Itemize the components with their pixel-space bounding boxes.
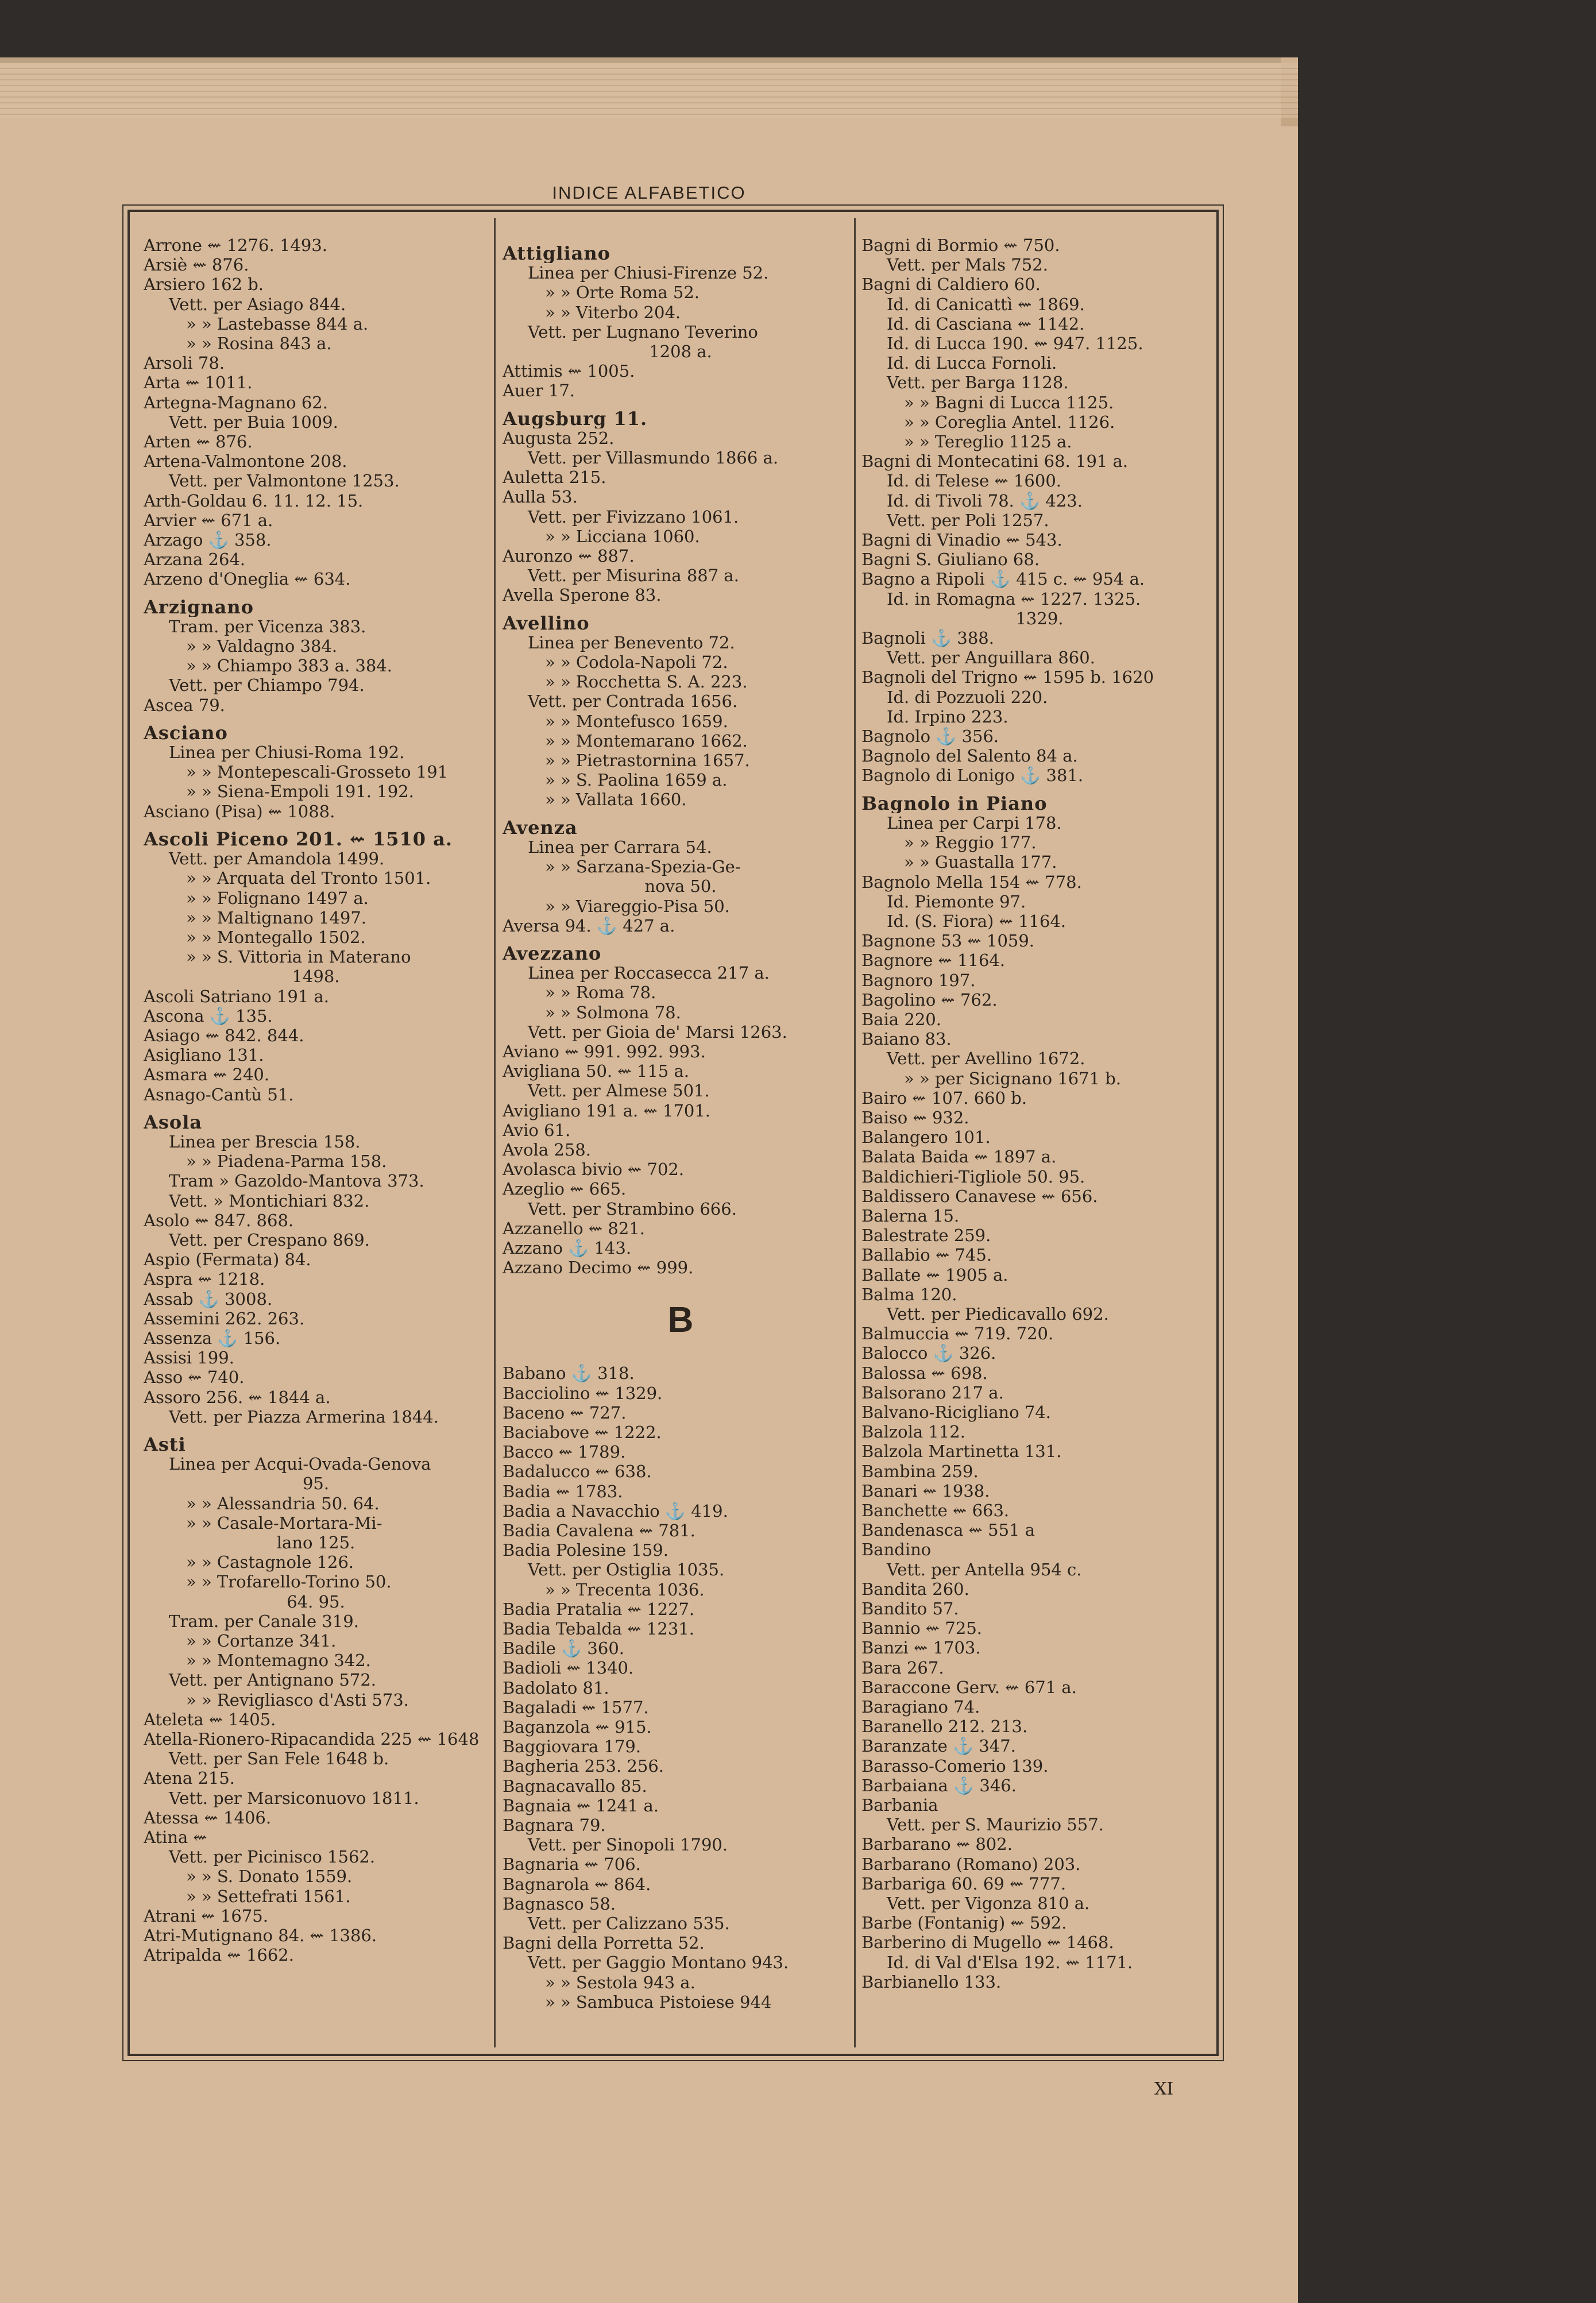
index-entry: Vett. per Sinopoli 1790.: [528, 1835, 728, 1855]
index-entry: » » Tereglio 1125 a.: [904, 432, 1072, 452]
index-entry: 1498.: [292, 967, 340, 987]
index-entry: Vett. per Asiago 844.: [169, 294, 346, 314]
index-entry: Barberino di Mugello ⇜ 1468.: [861, 1933, 1114, 1953]
index-entry: » » Maltignano 1497.: [186, 907, 367, 928]
index-entry: Id. Piemonte 97.: [887, 891, 1026, 911]
index-entry: Ballabio ⇜ 745.: [861, 1245, 992, 1265]
index-entry: Bagnasco 58.: [503, 1894, 616, 1914]
index-entry: Linea per Acqui-Ovada-Genova: [169, 1454, 431, 1474]
index-entry: Vett. per Picinisco 1562.: [169, 1847, 376, 1867]
index-entry: Auronzo ⇜ 887.: [503, 546, 635, 566]
index-entry: Vett. per Misurina 887 a.: [528, 566, 739, 586]
index-entry: 64. 95.: [287, 1591, 345, 1612]
index-entry: 95.: [302, 1474, 330, 1494]
index-entry: Arrone ⇜ 1276. 1493.: [144, 235, 327, 255]
index-entry: » » Sestola 943 a.: [545, 1972, 695, 1992]
index-entry: » » Casale-Mortara-Mi-: [186, 1513, 382, 1533]
index-entry: Azzano ⚓ 143.: [503, 1238, 632, 1258]
index-entry: Id. di Telese ⇜ 1600.: [887, 471, 1062, 491]
index-entry: Asmara ⇜ 240.: [144, 1065, 270, 1085]
index-column-3: [861, 235, 1218, 2047]
index-entry: Asso ⇜ 740.: [144, 1367, 245, 1388]
index-entry: » » Guastalla 177.: [904, 852, 1057, 872]
index-entry: Vett. per Lugnano Teverino: [528, 322, 758, 342]
index-entry: Balmuccia ⇜ 719. 720.: [861, 1324, 1054, 1344]
index-entry: Bandino: [861, 1540, 932, 1560]
index-entry: Vett. per Amandola 1499.: [169, 849, 385, 869]
index-entry: » » Montemarano 1662.: [545, 731, 748, 751]
index-entry: Vett. per Avellino 1672.: [887, 1049, 1085, 1069]
index-entry: Auer 17.: [503, 381, 575, 401]
index-entry: Linea per Chiusi-Firenze 52.: [528, 263, 769, 283]
index-entry: Barbianello 133.: [861, 1972, 1002, 1992]
index-entry: Vett. per Marsiconuovo 1811.: [169, 1788, 419, 1808]
index-entry: » » Codola-Napoli 72.: [545, 652, 728, 673]
index-entry: Bagnolo ⚓ 356.: [861, 727, 999, 747]
index-entry: Bambina 259.: [861, 1461, 979, 1481]
index-entry: Arvier ⇜ 671 a.: [144, 510, 273, 530]
index-entry: Baldichieri-Tigliole 50. 95.: [861, 1166, 1085, 1187]
index-entry: Bacco ⇜ 1789.: [503, 1442, 626, 1462]
index-entry: » » Piadena-Parma 158.: [186, 1152, 387, 1172]
index-entry: » » Solmona 78.: [545, 1002, 681, 1022]
index-entry: » » Vallata 1660.: [545, 790, 687, 810]
index-entry: » » Rosina 843 a.: [186, 334, 332, 354]
index-entry: Bagni di Montecatini 68. 191 a.: [861, 451, 1129, 472]
index-entry: 1329.: [1015, 608, 1064, 628]
index-entry: Bandita 260.: [861, 1579, 969, 1599]
page-title: INDICE ALFABETICO: [552, 183, 746, 203]
index-entry: » » Roma 78.: [545, 983, 656, 1003]
index-column-1: [144, 235, 488, 2047]
index-entry: Vett. per Crespano 869.: [169, 1230, 370, 1250]
index-entry: Baiso ⇜ 932.: [861, 1107, 969, 1127]
index-entry: » » per Sicignano 1671 b.: [904, 1068, 1122, 1088]
index-entry: Asigliano 131.: [144, 1045, 264, 1065]
index-entry: Id. di Lucca Fornoli.: [887, 353, 1057, 373]
index-entry: Ascoli Satriano 191 a.: [144, 986, 329, 1006]
index-entry: Baia 220.: [861, 1009, 941, 1029]
index-entry: » » Valdagno 384.: [186, 636, 338, 656]
index-entry: » » Montefusco 1659.: [545, 711, 728, 731]
index-entry: » » Arquata del Tronto 1501.: [186, 868, 431, 888]
index-entry: Arzeno d'Oneglia ⇜ 634.: [144, 569, 351, 589]
index-entry: » » S. Vittoria in Materano: [186, 947, 411, 967]
index-entry: Bagnaria ⇜ 706.: [503, 1854, 641, 1875]
index-entry: Assoro 256. ⇜ 1844 a.: [144, 1387, 331, 1407]
index-entry: Avio 61.: [503, 1120, 571, 1140]
index-entry: Atrani ⇜ 1675.: [144, 1906, 268, 1926]
index-entry: Vett. per San Fele 1648 b.: [169, 1749, 389, 1769]
index-entry: Azzano Decimo ⇜ 999.: [503, 1258, 694, 1278]
index-entry: Asolo ⇜ 847. 868.: [144, 1210, 294, 1230]
index-entry: Vett. per Piedicavallo 692.: [887, 1304, 1109, 1324]
index-entry: Asnago-Cantù 51.: [144, 1084, 294, 1104]
index-entry: Baldissero Canavese ⇜ 656.: [861, 1186, 1098, 1206]
index-entry: Bagnolo di Lonigo ⚓ 381.: [861, 766, 1084, 786]
index-entry: » » Montepescali-Grosseto 191: [186, 762, 449, 782]
index-entry: Bagnoli del Trigno ⇜ 1595 b. 1620: [861, 667, 1154, 687]
index-entry: Vett. per Almese 501.: [528, 1081, 710, 1101]
index-entry: Atina ⇜: [144, 1827, 207, 1848]
index-entry: Bagnolo Mella 154 ⇜ 778.: [861, 872, 1082, 892]
index-entry: Avigliana 50. ⇜ 115 a.: [503, 1061, 689, 1081]
index-entry: » » Revigliasco d'Asti 573.: [186, 1690, 409, 1710]
index-entry: Atessa ⇜ 1406.: [144, 1807, 272, 1827]
index-entry: Id. di Pozzuoli 220.: [887, 687, 1048, 707]
index-entry: Bagnoli ⚓ 388.: [861, 628, 994, 648]
column-divider: [494, 218, 496, 2047]
index-entry: Augusta 252.: [503, 428, 615, 448]
index-entry: Bagnolo del Salento 84 a.: [861, 746, 1078, 766]
index-entry: Bagnara 79.: [503, 1815, 606, 1836]
index-entry: » » Rocchetta S. A. 223.: [545, 672, 748, 692]
index-entry: Vett. per Valmontone 1253.: [169, 471, 400, 491]
index-entry: Badia Pratalia ⇜ 1227.: [503, 1599, 695, 1619]
index-entry: Linea per Brescia 158.: [169, 1131, 361, 1152]
index-entry: Vett. per Buia 1009.: [169, 412, 338, 432]
index-entry: Asciano: [144, 722, 228, 743]
page-number: XI: [1154, 2079, 1174, 2099]
index-entry: Atena 215.: [144, 1768, 235, 1788]
index-entry: Linea per Benevento 72.: [528, 632, 735, 652]
index-entry: Bagnone 53 ⇜ 1059.: [861, 931, 1035, 951]
index-entry: Baggiovara 179.: [503, 1737, 642, 1757]
index-entry: Id. (S. Fiora) ⇜ 1164.: [887, 911, 1066, 931]
index-entry: Ascoli Piceno 201. ⇜ 1510 a.: [144, 829, 453, 849]
index-entry: Arzignano: [144, 597, 254, 617]
index-entry: Barbania: [861, 1795, 938, 1815]
index-entry: Vett. per Vigonza 810 a.: [887, 1894, 1090, 1914]
index-entry: » » Viareggio-Pisa 50.: [545, 896, 730, 916]
index-entry: Arth-Goldau 6. 11. 12. 15.: [144, 490, 364, 511]
index-entry: Vett. per Gioia de' Marsi 1263.: [528, 1022, 787, 1042]
index-entry: Badolato 81.: [503, 1678, 609, 1698]
index-entry: Arzana 264.: [144, 550, 246, 570]
index-entry: Avigliano 191 a. ⇜ 1701.: [503, 1100, 711, 1120]
index-entry: Bara 267.: [861, 1657, 944, 1678]
index-entry: Vett. per Barga 1128.: [887, 373, 1069, 393]
index-entry: Vett. per Strambino 666.: [528, 1199, 737, 1219]
index-entry: Badioli ⇜ 1340.: [503, 1658, 634, 1678]
index-entry: Aspio (Fermata) 84.: [144, 1250, 311, 1270]
index-entry: » » Lastebasse 844 a.: [186, 314, 369, 334]
index-entry: » » Coreglia Antel. 1126.: [904, 412, 1115, 432]
index-entry: » » Cortanze 341.: [186, 1631, 337, 1651]
index-entry: Tram. per Vicenza 383.: [169, 616, 366, 636]
index-entry: Bagnoro 197.: [861, 970, 976, 990]
index-entry: Barasso-Comerio 139.: [861, 1756, 1049, 1776]
index-entry: » » Viterbo 204.: [545, 302, 681, 322]
index-entry: Assemini 262. 263.: [144, 1308, 305, 1328]
index-entry: Balerna 15.: [861, 1205, 960, 1226]
index-entry: Artena-Valmontone 208.: [144, 451, 347, 472]
index-entry: » » Alessandria 50. 64.: [186, 1493, 380, 1513]
index-entry: Balsorano 217 a.: [861, 1382, 1004, 1402]
index-entry: Vett. per Piazza Armerina 1844.: [169, 1406, 439, 1427]
index-entry: Bagno a Ripoli ⚓ 415 c. ⇜ 954 a.: [861, 569, 1145, 589]
index-entry: Baragiano 74.: [861, 1697, 980, 1717]
index-entry: Bagheria 253. 256.: [503, 1756, 664, 1776]
index-entry: Asti: [144, 1434, 186, 1455]
index-entry: Barbaiana ⚓ 346.: [861, 1775, 1017, 1795]
index-entry: Id. in Romagna ⇜ 1227. 1325.: [887, 589, 1141, 609]
index-entry: Bagnaia ⇜ 1241 a.: [503, 1795, 659, 1815]
index-entry: » » Siena-Empoli 191. 192.: [186, 782, 414, 802]
index-entry: Vett. » Montichiari 832.: [169, 1191, 370, 1211]
index-entry: Linea per Roccasecca 217 a.: [528, 963, 770, 983]
index-entry: Balangero 101.: [861, 1127, 991, 1147]
index-entry: Badile ⚓ 360.: [503, 1639, 624, 1659]
index-entry: » » Castagnole 126.: [186, 1552, 354, 1572]
index-entry: » » Trofarello-Torino 50.: [186, 1572, 392, 1592]
index-entry: Avellino: [503, 613, 590, 633]
index-entry: Augsburg 11.: [503, 408, 648, 428]
index-entry: Vett. per Contrada 1656.: [528, 691, 738, 712]
index-entry: Vett. per Fivizzano 1061.: [528, 507, 739, 527]
index-entry: Banari ⇜ 1938.: [861, 1481, 990, 1501]
index-entry: Vett. per Ostiglia 1035.: [528, 1560, 725, 1580]
index-entry: » » Licciana 1060.: [545, 526, 700, 546]
index-entry: Avenza: [503, 817, 578, 837]
index-entry: Barbe (Fontanig) ⇜ 592.: [861, 1913, 1067, 1933]
index-entry: Auletta 215.: [503, 467, 606, 488]
index-entry: Banzi ⇜ 1703.: [861, 1638, 981, 1658]
index-entry: Badalucco ⇜ 638.: [503, 1462, 652, 1482]
index-entry: Badia Cavalena ⇜ 781.: [503, 1520, 695, 1540]
index-entry: Ascea 79.: [144, 695, 225, 715]
index-entry: Balma 120.: [861, 1284, 957, 1304]
index-entry: Bagni S. Giuliano 68.: [861, 550, 1040, 570]
index-entry: Balzola 112.: [861, 1422, 965, 1442]
section-letter: B: [667, 1300, 694, 1340]
index-entry: Attigliano: [503, 244, 611, 264]
index-entry: Assenza ⚓ 156.: [144, 1328, 281, 1348]
index-entry: Assab ⚓ 3008.: [144, 1289, 273, 1309]
index-entry: Atripalda ⇜ 1662.: [144, 1945, 294, 1965]
index-entry: Badia Tebalda ⇜ 1231.: [503, 1619, 694, 1639]
index-entry: Balzola Martinetta 131.: [861, 1442, 1062, 1462]
index-entry: Baciabove ⇜ 1222.: [503, 1422, 662, 1442]
index-entry: Atella-Rionero-Ripacandida 225 ⇜ 1648: [144, 1729, 480, 1749]
index-entry: Baraccone Gerv. ⇜ 671 a.: [861, 1677, 1077, 1697]
index-entry: Avella Sperone 83.: [503, 585, 662, 605]
index-column-2: [503, 235, 859, 2047]
index-entry: Bandenasca ⇜ 551 a: [861, 1520, 1035, 1540]
index-entry: » » Reggio 177.: [904, 833, 1037, 853]
index-entry: Avolasca bivio ⇜ 702.: [503, 1160, 685, 1180]
index-entry: Bagni di Vinadio ⇜ 543.: [861, 530, 1062, 550]
index-entry: Bagni di Caldiero 60.: [861, 275, 1041, 295]
index-entry: Vett. per Antignano 572.: [169, 1670, 376, 1690]
index-entry: Baiano 83.: [861, 1029, 952, 1049]
index-entry: Asciano (Pisa) ⇜ 1088.: [144, 801, 335, 821]
index-entry: Arsoli 78.: [144, 353, 225, 373]
index-entry: Bagaladi ⇜ 1577.: [503, 1697, 649, 1717]
index-entry: Artegna-Magnano 62.: [144, 392, 328, 412]
index-entry: Arsiero 162 b.: [144, 275, 264, 295]
index-entry: Bandito 57.: [861, 1599, 959, 1619]
index-entry: » » Settefrati 1561.: [186, 1886, 351, 1906]
index-entry: Badia Polesine 159.: [503, 1540, 668, 1560]
index-entry: Azzanello ⇜ 821.: [503, 1218, 645, 1238]
index-entry: Bagni di Bormio ⇜ 750.: [861, 235, 1060, 255]
index-entry: » » Folignano 1497 a.: [186, 888, 369, 908]
index-entry: Arta ⇜ 1011.: [144, 373, 253, 393]
index-entry: Arzago ⚓ 358.: [144, 530, 272, 550]
index-entry: Aulla 53.: [503, 487, 578, 507]
index-entry: Vett. per Villasmundo 1866 a.: [528, 448, 779, 468]
index-entry: » » Bagni di Lucca 1125.: [904, 392, 1114, 412]
index-entry: » » Montegallo 1502.: [186, 927, 366, 947]
index-entry: Bannio ⇜ 725.: [861, 1618, 982, 1639]
index-entry: Barbariga 60. 69 ⇜ 777.: [861, 1873, 1066, 1894]
index-entry: » » Trecenta 1036.: [545, 1579, 705, 1599]
index-entry: » » Orte Roma 52.: [545, 283, 700, 303]
index-entry: Baranello 212. 213.: [861, 1717, 1028, 1737]
index-entry: Vett. per Calizzano 535.: [528, 1914, 730, 1934]
index-entry: Vett. per Mals 752.: [887, 255, 1048, 275]
index-entry: Tram. per Canale 319.: [169, 1611, 359, 1631]
index-entry: Vett. per Poli 1257.: [887, 510, 1049, 530]
index-entry: Bagnolo in Piano: [861, 793, 1048, 813]
index-entry: Bagnore ⇜ 1164.: [861, 950, 1006, 971]
index-entry: Aversa 94. ⚓ 427 a.: [503, 915, 675, 936]
index-entry: Barbarano (Romano) 203.: [861, 1854, 1081, 1874]
index-entry: Id. di Lucca 190. ⇜ 947. 1125.: [887, 334, 1143, 354]
index-entry: Baranzate ⚓ 347.: [861, 1736, 1016, 1756]
index-entry: Arsiè ⇜ 876.: [144, 255, 249, 275]
index-entry: Balata Baida ⇜ 1897 a.: [861, 1147, 1057, 1167]
index-entry: Vett. per Anguillara 860.: [887, 648, 1095, 668]
index-entry: Babano ⚓ 318.: [503, 1363, 635, 1384]
index-entry: Bairo ⇜ 107. 660 b.: [861, 1088, 1027, 1108]
index-entry: Balestrate 259.: [861, 1226, 991, 1246]
index-entry: Arten ⇜ 876.: [144, 432, 253, 452]
index-entry: Id. di Val d'Elsa 192. ⇜ 1171.: [887, 1952, 1133, 1972]
index-entry: » » S. Donato 1559.: [186, 1867, 353, 1887]
index-entry: Linea per Carrara 54.: [528, 837, 712, 857]
index-entry: Balocco ⚓ 326.: [861, 1343, 996, 1363]
index-entry: Id. di Canicattì ⇜ 1869.: [887, 294, 1085, 314]
index-entry: Bacciolino ⇜ 1329.: [503, 1383, 663, 1403]
index-entry: Bagnacavallo 85.: [503, 1776, 647, 1796]
index-entry: » » Montemagno 342.: [186, 1651, 371, 1671]
index-entry: Assisi 199.: [144, 1348, 234, 1368]
index-entry: Azeglio ⇜ 665.: [503, 1179, 627, 1199]
index-entry: Linea per Carpi 178.: [887, 813, 1062, 833]
index-entry: Baganzola ⇜ 915.: [503, 1717, 652, 1737]
index-entry: Avola 258.: [503, 1139, 591, 1160]
index-entry: » » Sarzana-Spezia-Ge-: [545, 857, 741, 877]
index-entry: Barbarano ⇜ 802.: [861, 1834, 1013, 1854]
index-entry: » » S. Paolina 1659 a.: [545, 770, 728, 790]
index-entry: Vett. per Gaggio Montano 943.: [528, 1953, 789, 1973]
index-entry: Avezzano: [503, 943, 602, 964]
index-entry: Asola: [144, 1112, 203, 1132]
index-entry: Bagolino ⇜ 762.: [861, 990, 998, 1010]
index-entry: » » Chiampo 383 a. 384.: [186, 656, 392, 676]
index-entry: » » Sambuca Pistoiese 944: [545, 1992, 772, 2012]
index-entry: Vett. per Chiampo 794.: [169, 675, 365, 695]
index-entry: Id. Irpino 223.: [887, 706, 1008, 727]
index-entry: Aspra ⇜ 1218.: [144, 1269, 265, 1289]
index-entry: Bagni della Porretta 52.: [503, 1933, 705, 1953]
index-entry: Atri-Mutignano 84. ⇜ 1386.: [144, 1926, 377, 1946]
index-entry: Balvano-Ricigliano 74.: [861, 1402, 1051, 1422]
index-entry: Badia ⇜ 1783.: [503, 1481, 623, 1501]
index-entry: Badia a Navacchio ⚓ 419.: [503, 1501, 728, 1521]
index-entry: Linea per Chiusi-Roma 192.: [169, 743, 405, 763]
index-entry: Vett. per S. Maurizio 557.: [887, 1815, 1104, 1835]
index-entry: » » Pietrastornina 1657.: [545, 751, 750, 771]
index-entry: Tram » Gazoldo-Mantova 373.: [169, 1171, 424, 1191]
index-entry: Ballate ⇜ 1905 a.: [861, 1265, 1008, 1285]
index-entry: Banchette ⇜ 663.: [861, 1501, 1010, 1520]
index-entry: Id. di Casciana ⇜ 1142.: [887, 314, 1085, 334]
index-entry: Ascona ⚓ 135.: [144, 1006, 273, 1026]
index-entry: Id. di Tivoli 78. ⚓ 423.: [887, 490, 1083, 511]
index-entry: Attimis ⇜ 1005.: [503, 361, 635, 381]
index-entry: Vett. per Antella 954 c.: [887, 1559, 1082, 1579]
page-stack-edges: [0, 63, 1298, 118]
index-entry: Ateleta ⇜ 1405.: [144, 1709, 276, 1729]
index-entry: Baceno ⇜ 727.: [503, 1402, 627, 1423]
index-entry: Aviano ⇜ 991. 992. 993.: [503, 1041, 706, 1061]
index-entry: Asiago ⇜ 842. 844.: [144, 1025, 304, 1045]
index-entry: nova 50.: [644, 876, 717, 897]
index-entry: lano 125.: [276, 1533, 355, 1552]
index-entry: 1208 a.: [649, 342, 712, 362]
index-entry: Balossa ⇜ 698.: [861, 1363, 988, 1383]
index-entry: Bagnarola ⇜ 864.: [503, 1874, 651, 1894]
